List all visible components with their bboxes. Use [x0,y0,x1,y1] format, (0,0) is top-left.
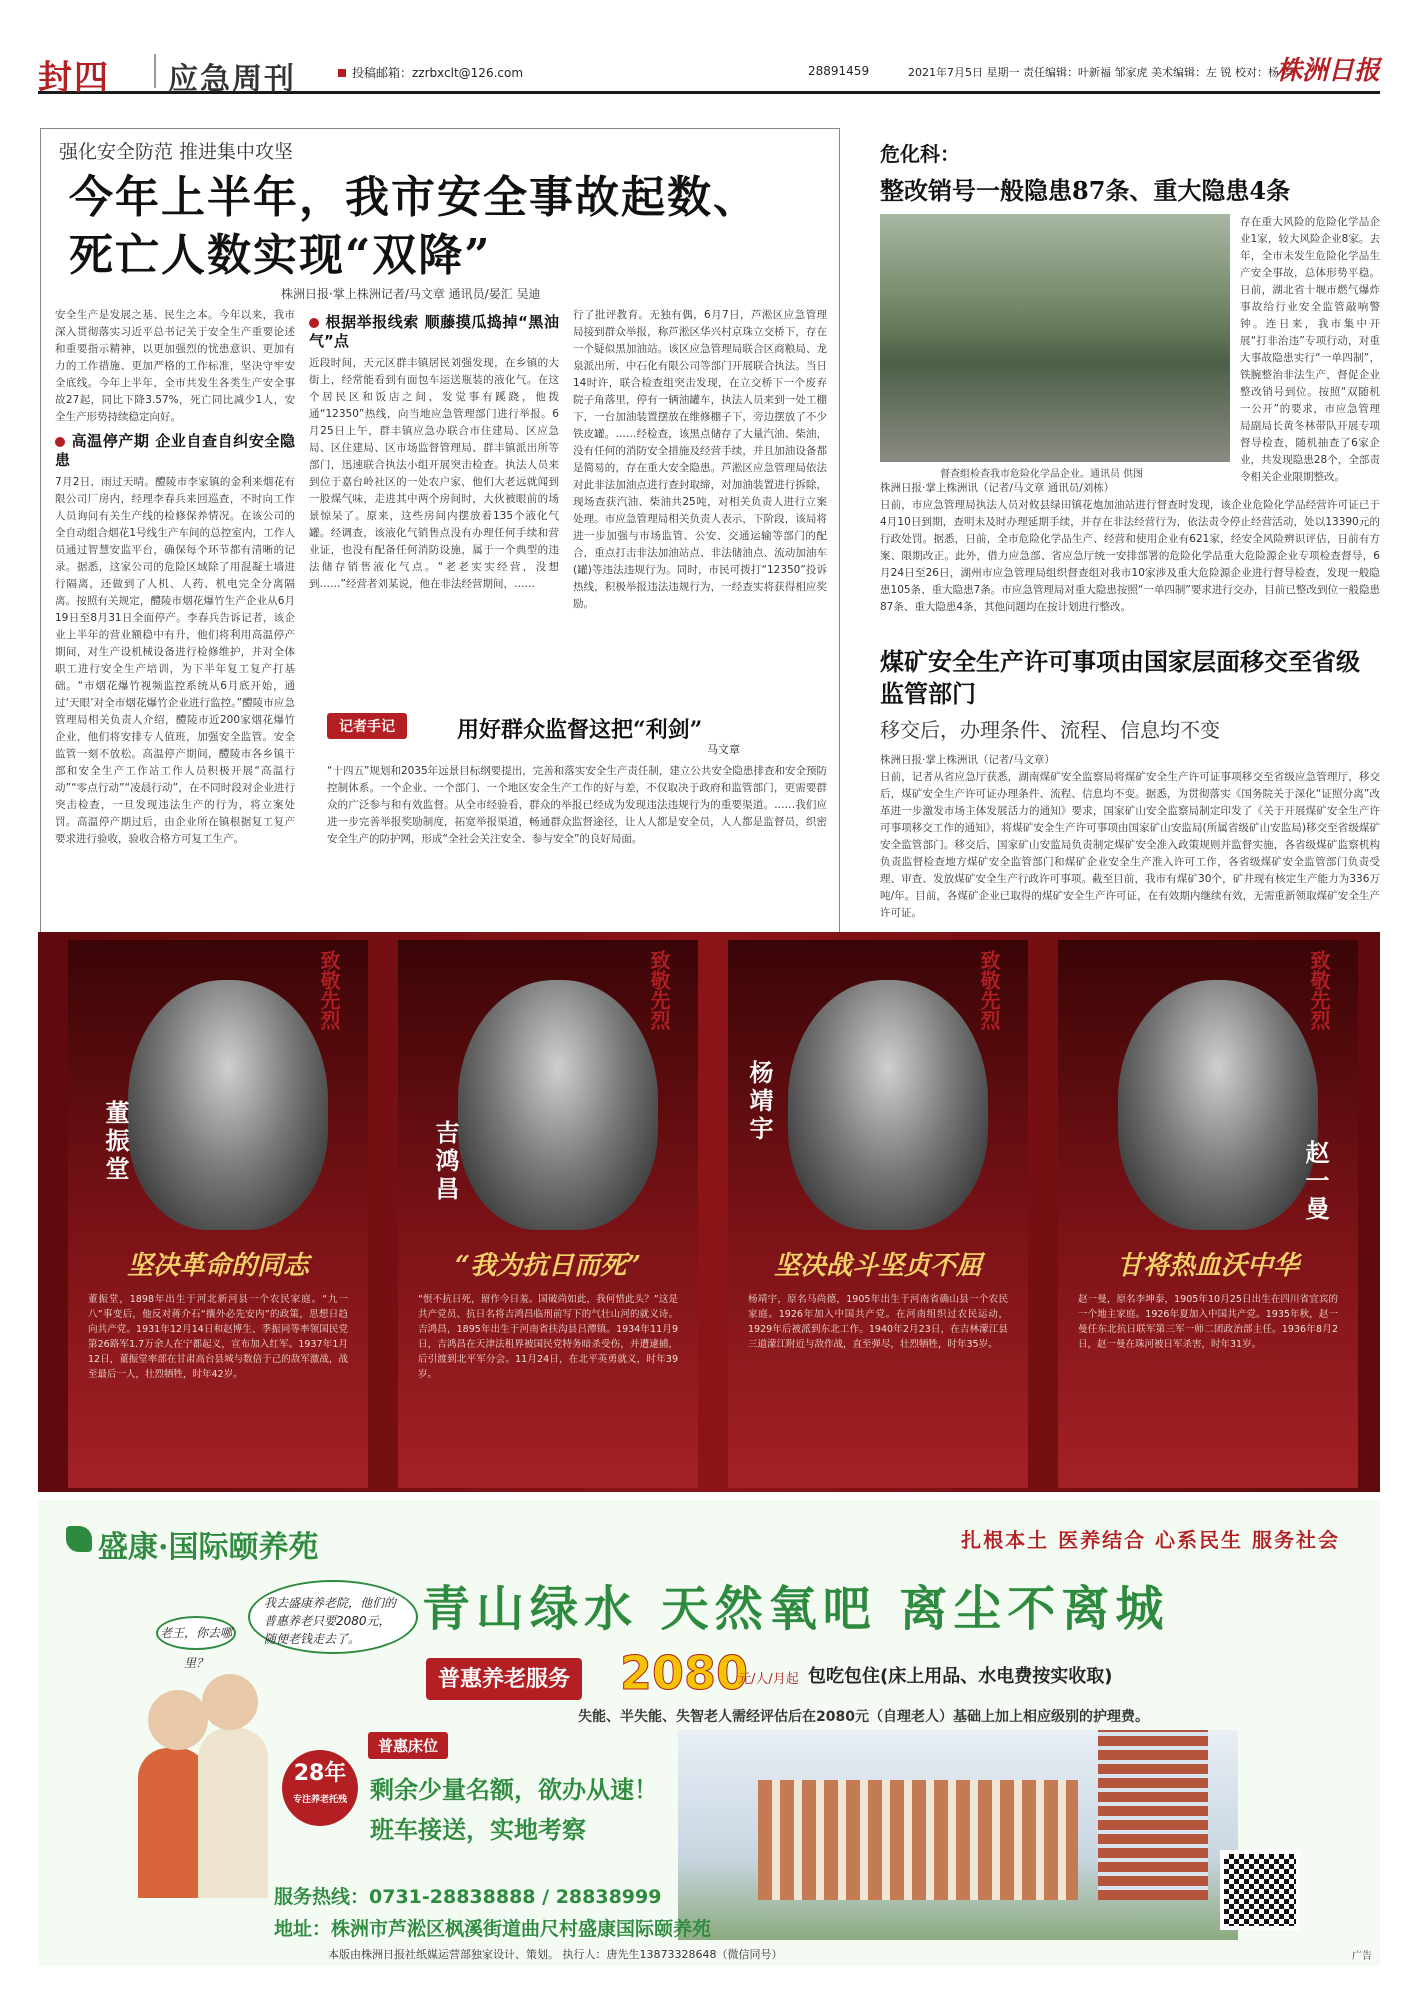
subhead-2-text: 根据举报线索 顺藤摸瓜捣掉“黑油气”点 [309,313,559,350]
hazmat-headline: 整改销号一般隐患87条、重大隐患4条 [880,176,1291,205]
portrait-photo [128,980,328,1230]
mine-body-text: 日前，记者从省应急厅获悉，湖南煤矿安全监察局将煤矿安全生产许可证事项移交至省级应急管理厅，移交后，煤矿安全生产许可证办理条件、流程、信息均不变。据悉，为贯彻落实《国务院关于深化“证照分离”改革进一步激发市场主体发展活力的通知》要求，国家矿山安全监察局制定印发了《关于开展煤矿安全生产许可事项移交工作的通知》，将煤矿安全生产许可事项由国家矿山安监局(所属省级矿山安监局)移交至省级煤矿安全监管部门。移交后，国家矿山安监局负责制定煤矿安全准入政策规则并监督实施，各省级煤矿监察机构负责监督检查地方煤矿安全监管部门和煤矿企业安全生产准入许可工作，各省级煤矿安全监管部门负责受理、审查、发放煤矿安全生产行政许可事项。截至目前，我市有煤矿30个，矿井现有核定生产能力为336万吨/年。目前，各煤矿企业已取得的煤矿安全生产许可证，在有效期内继续有效，无需重新领取煤矿安全生产许可证。 [880,771,1380,919]
edition-info: 2021年7月5日 星期一 责任编辑：叶新福 邹家虎 美术编辑：左 锐 校对：杨 卓 [908,66,1294,79]
price-value: 2080 [620,1646,749,1700]
tribute-stamp: 致敬先烈 [977,950,1001,1030]
story-column-1 [55,307,295,845]
subhead-1 [55,432,295,470]
nursing-home-ad [38,1500,1380,1966]
editorial-author: 马文章 [707,743,740,756]
hero-bio: 杨靖宇，原名马尚德，1905年出生于河南省确山县一个农民家庭。1926年加入中国共产党。在河南组织过农民运动，1929年后被派到东北工作。1940年2月23日，在吉林濛江县三道濛江附近与敌作战，直至弹尽，壮烈牺牲，时年35岁。 [748,1294,1008,1350]
ad-tag: 广告 [1352,1951,1372,1962]
portrait-photo [788,980,988,1230]
photo-caption: 督查组检查我市危险化学品企业。通讯员 供图 [940,469,1144,480]
hotline-number: 28891459 [808,64,870,78]
editorial-title: 用好群众监督这把“利剑” [457,717,703,743]
hero-slogan: 坚决革命的同志 [126,1251,309,1281]
hero-bio: 董振堂，1898年出生于河北新河县一个农民家庭。“九一八”事变后，他反对蒋介石“攘外必先安内”的政策，思想日趋向共产党。1931年12月14日和赵博生、季振同等率领国民党第26路军1.7万余人在宁都起义，宣布加入红军。1937年1月12日，董振堂率部在甘肃高台县城与数倍于己的敌军激战，战至最后一人，壮烈牺牲，时年42岁。 [88,1294,348,1380]
years-caption: 专注养老托残 [292,1795,347,1805]
editorial-tag: 记者手记 [327,713,407,739]
speech-bubble-small: 老王，你去哪里？ [156,1616,236,1650]
section-label: 封四 [38,58,110,98]
hero-panel-2 [398,940,698,1488]
hazmat-kicker: 危化科： [880,142,960,166]
price-unit: 元/人/月起 [738,1672,799,1687]
hero-panel-4 [1058,940,1358,1488]
years-value: 28年 [293,1761,347,1786]
portrait-photo [458,980,658,1230]
years-seal [282,1750,358,1826]
hero-name: 吉鸿昌 [431,1120,460,1204]
speech-bubble: 我去盛康养老院，他们的普惠养老只要2080元，随便老钱走去了。 [248,1580,418,1654]
hero-name: 赵一曼 [1301,1140,1330,1224]
hero-bio: “恨不抗日死，留作今日羞。国破尚如此，我何惜此头？”这是共产党员、抗日名将吉鸿昌临刑前写下的气壮山河的就义诗。吉鸿昌，1895年出生于河南省扶沟县吕潭镇。1934年11月9日，吉鸿昌在天津法租界被国民党特务暗杀受伤，并遭逮捕，后引渡到北平军分会。11月24日，在北平英勇就义，时年39岁。 [418,1294,678,1380]
mine-body [880,752,1380,922]
bed-tag: 普惠床位 [368,1732,448,1759]
story-headline: 今年上半年，我市安全事故起数、死亡人数实现“双降” [69,172,759,281]
hero-panel-3 [728,940,1028,1488]
column-label: 应急周刊 [154,54,296,88]
hazmat-body [880,480,1380,630]
story-kicker: 强化安全防范 推进集中攻坚 [59,141,294,163]
page-header [38,50,1380,98]
tribute-stamp: 致敬先烈 [1307,950,1331,1030]
mine-byline: 株洲日报·掌上株洲讯（记者/马文章） [880,754,1055,766]
price-includes: 包吃包住(床上用品、水电费按实收取) [808,1666,1113,1687]
hero-name: 杨靖宇 [745,1060,774,1144]
story-column-1-body: 7月2日，雨过天晴。醴陵市李家镇的金利来烟花有限公司厂房内，经理李春兵来回巡查，不时向工作人员询问有关生产线的检修保养情况。在该公司的全自动组合烟花1号线生产车间的总控室内，工作人员通过智慧安监平台，确保每个环节都有清晰的记录。据悉，这家公司的危险区域除了用混凝土墙进行隔离，还做到了人机、人药、机电完全分离隔离。按照有关规定，醴陵市烟花爆竹生产企业从6月19日至8月31日全面停产。李春兵告诉记者，该企业上半年的营业额稳中有升，他们将利用高温停产期间，对生产设机械设备进行检修维护，并对全体职工进行安全生产培训，为下半年复工复产打基础。“市烟花爆竹视频监控系统从6月底开始，通过‘天眼’对全市烟花爆竹企业进行监控。”醴陵市应急管理局相关负责人介绍，醴陵市近200家烟花爆竹企业，他们将安排专人值班，加强安全监管。安全监管一刻不放松。高温停产期间，醴陵市各乡镇干部和安全生产工作站工作人员积极开展“高温行动”“零点行动”“凌晨行动”，在不同时段对企业进行突击检查，一旦发现违法生产的行为，将立案处罚。高温停产期过后，由企业所在镇根据复工复产要求进行验收，验收合格方可复工生产。 [55,476,295,845]
location-pin-icon [55,437,65,447]
hazmat-body-text: 日前，市应急管理局执法人员对攸县绿田镇花炮加油站进行督查时发现，该企业危险化学品经营许可证已于4月10日到期，查明未及时办理延期手续，并存在非法经营行为，依法责令停止经营活动，处以13390元的行政处罚。据悉，日前，全市危险化学品生产、经营和使用企业有621家，经安全风险辨识评估，日前有方案、限期改正。此外，借力应急部、省应急厅统一安排部署的危险化学品重大危险源企业专项检查督导，6月24日至26日，湖州市应急管理局组织督查组对我市10家涉及重大危险源企业进行督导检查，发现一般隐患105条、重大隐患7条。市应急管理局对重大隐患按照“一单四制”要求进行交办，目前已整改到位一般隐患87条、重大隐患4条，其他问题均在按计划进行整改。 [880,499,1380,613]
subhead-1-text: 高温停产期 企业自查自纠安全隐患 [55,432,295,469]
editorial-body: “十四五”规划和2035年远景目标纲要提出，完善和落实安全生产责任制，建立公共安全隐患排查和安全预防控制体系。一个企业、一个部门、一个地区安全生产工作的好与差，不仅取决于政府和监管部门，更需要群众的广泛参与和有效监督。从全市经验看，群众的举报已经成为发现违法违规行为的重要渠道。……我们应进一步完善举报奖励制度，拓宽举报渠道，畅通群众监督途径，让人人都是安全员，人人都是监督员，织密安全生产的防护网，形成“全社会关注安全、参与安全”的良好局面。 [327,765,827,845]
care-note: 失能、半失能、失智老人需经评估后在2080元（自理老人）基础上加上相应级别的护理费。 [578,1709,1149,1725]
story-lead: 安全生产是发展之基、民生之本。今年以来，我市深入贯彻落实习近平总书记关于安全生产重要论述和重要指示精神，以更加强烈的忧患意识、更加有力的工作措施、更加严格的工作标准，坚决守牢安全底线。今年上半年，全市共发生各类生产安全事故27起，同比下降3.57%，死亡同比减少1人，安全生产形势持续稳定向好。 [55,309,295,423]
newspaper-logo: 株洲日报 [1275,56,1380,86]
ad-motto: 扎根本土 医养结合 心系民生 服务社会 [961,1528,1340,1552]
story-column-2-body: 近段时间，天元区群丰镇居民刘强发现，在乡镇的大街上，经常能看到有面包车运送瓶装的液化气。在这个居民区和饭店之间，发觉事有蹊跷，他拨通“12350”热线，向当地应急管理部门进行举报。6月25日上午，群丰镇应急办联合市住建局、区应急局、区住建局、区市场监督管理局、群丰镇派出所等部门，迅速联合执法小组开展突击检查。执法人员来到位于嘉台岭社区的一处农户家，他们大老远就闻到一股煤气味，走进其中两个房间时，大伙被眼前的场景惊呆了。原来，这些房间内摆放着135个液化气罐。经调查，该液化气销售点没有办理任何手续和营业证，也没有配备任何消防设施，属于一个典型的违法储存销售液化气点。“老老实实经营，没想到……”经营者刘某说，他在非法经营期间，…… [309,357,559,590]
service-label: 普惠养老服务 [426,1658,582,1700]
promo-line-2: 班车接送，实地考察 [370,1816,586,1844]
hazmat-story [880,138,1380,206]
tribute-stamp: 致敬先烈 [317,950,341,1030]
building-photo [678,1730,1238,1940]
elderly-couple-illustration [128,1660,278,1910]
coal-mine-story [880,646,1380,743]
ad-address: 地址：株洲市芦淞区枫溪街道曲尺村盛康国际颐养苑 [274,1918,712,1940]
subhead-2 [309,313,559,351]
story-byline: 株洲日报·掌上株洲记者/马文章 通讯员/晏汇 吴迪 [281,287,541,301]
qr-code [1220,1850,1300,1930]
portrait-photo [1118,980,1318,1230]
mine-headline: 煤矿安全生产许可事项由国家层面移交至省级监管部门 [880,647,1360,708]
hero-name: 董振堂 [101,1100,130,1184]
submission-email: 投稿邮箱：zzrbxclt@126.com [338,64,523,81]
martyrs-band [38,932,1380,1492]
ad-headline: 青山绿水 天然氧吧 离尘不离城 [422,1581,1170,1637]
ad-brand: 盛康·国际颐养苑 [98,1530,319,1565]
leaf-logo-icon [66,1526,92,1552]
hero-panel-1 [68,940,368,1488]
hero-bio: 赵一曼，原名李坤泰，1905年10月25日出生在四川省宜宾的一个地主家庭。1926年夏加入中国共产党。1935年秋，赵一曼任东北抗日联军第三军一师二团政治部主任。1936年8月2日，赵一曼在珠河被日军杀害，时年31岁。 [1078,1294,1338,1350]
location-pin-icon [309,318,319,328]
promo-line-1: 剩余少量名额，欲办从速！ [370,1776,658,1804]
tribute-stamp: 致敬先烈 [647,950,671,1030]
mine-deck: 移交后，办理条件、流程、信息均不变 [880,718,1220,742]
hero-slogan: “我为抗日而死” [455,1251,641,1281]
hero-slogan: 坚决战斗坚贞不屈 [773,1251,982,1281]
ad-footer: 本版由株洲日报社纸媒运营部独家设计、策划。 执行人：唐先生13873328648（微信同号） [328,1948,783,1961]
hazmat-byline: 株洲日报·掌上株洲讯（记者/马文章 通讯员/刘栋） [880,482,1115,494]
hazmat-side-text: 存在重大风险的危险化学品企业1家，较大风险企业8家。去年，全市未发生危险化学品生产安全事故，总体形势平稳。日前，湖北省十堰市燃气爆炸事故给行业安全监管敲响警钟。连日来，我市集中开展“打非治违”专项行动，对重大事故隐患实行“一单四制”，铁腕整治非法生产，督促企业整改销号到位。按照“双随机一公开”的要求，市应急管理局副局长黄冬林带队开展专项督导检查，随机抽查了6家企业，共发现隐患28个，全部责令相关企业限期整改。 [1240,216,1380,483]
inspection-photo [880,214,1230,480]
service-hotline: 服务热线：0731-28838888 / 28838999 [274,1886,662,1908]
hero-slogan: 甘将热血沃中华 [1116,1251,1299,1281]
story-column-3-body: 行了批评教育。无独有偶，6月7日，芦淞区应急管理局接到群众举报，称芦淞区华兴村京珠立交桥下，存在一个疑似黑加油站。该区应急管理局联合区商粮局、龙泉派出所、中石化有限公司等部门开展联合执法。当日14时许，联合检查组突击发现，在立交桥下一个废弃院子角落里，停有一辆油罐车，执法人员来到一处工棚下，一台加油装置摆放在维修棚子下，旁边摆放了不少铁皮罐。……经检查，该黑点储存了大量汽油、柴油，没有任何的消防安全措施及经营手续，并且加油设备都是简易的，存在重大安全隐患。芦淞区应急管理局依法对此非法加油点进行查封取缔，对加油装置进行拆除，现场查获汽油、柴油共25吨，对相关负责人进行立案处理。市应急管理局相关负责人表示，下阶段，该局将进一步加强与市场监管、公安、交通运输等部门的配合，重点打击非法加油站点、非法储油点、流动加油车(罐)等违法违规行为。同时，市民可拨打“12350”投诉热线，积极举报违法违规行为，一经查实将获得相应奖励。 [573,309,827,610]
